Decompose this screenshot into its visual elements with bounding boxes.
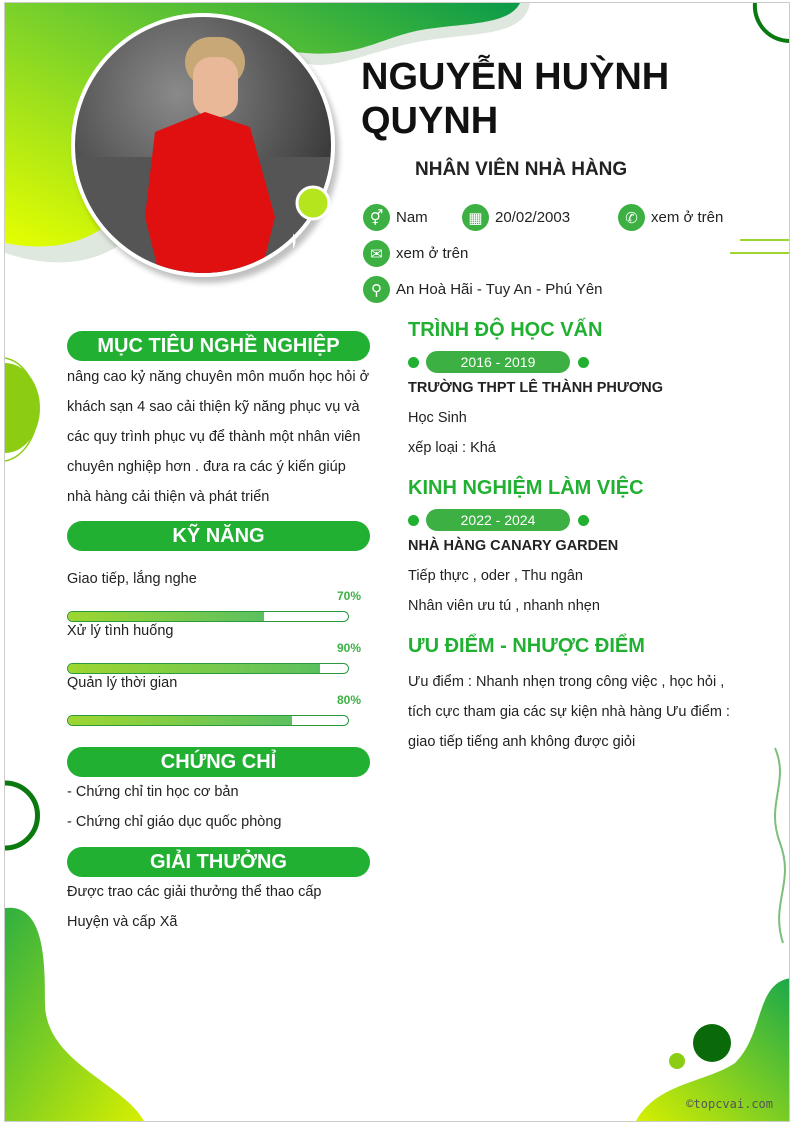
- skill-item: [67, 675, 361, 707]
- gender-icon: ⚥: [363, 204, 390, 231]
- education-heading: TRÌNH ĐỘ HỌC VẤN: [408, 319, 603, 341]
- skill-label: Quản lý thời gian: [67, 675, 178, 691]
- school-name: TRƯỜNG THPT LÊ THÀNH PHƯƠNG: [408, 380, 664, 396]
- experience-note: Nhân viên ưu tú , nhanh nhẹn: [408, 598, 600, 614]
- job-title: NHÂN VIÊN NHÀ HÀNG: [415, 159, 628, 180]
- certificate-item: - Chứng chỉ tin học cơ bản: [67, 784, 239, 800]
- skill-percent: 90%: [336, 641, 361, 655]
- strengths-heading: ƯU ĐIỂM - NHƯỢC ĐIỂM: [408, 635, 645, 657]
- email-value: xem ở trên: [396, 245, 469, 262]
- skills-heading: KỸ NĂNG: [67, 521, 370, 551]
- strengths-text: Ưu điểm : Nhanh nhẹn trong công việc , học hỏi , tích cực tham gia các sự kiện nhà hàng Ưu điểm : giao tiếp tiếng anh không được giỏi: [408, 674, 730, 750]
- education-period: [408, 351, 588, 373]
- period-pill: 2022 - 2024: [426, 509, 570, 531]
- skill-percent: 70%: [336, 589, 361, 603]
- skill-percent: 80%: [336, 693, 361, 707]
- experience-heading: KINH NGHIỆM LÀM VIỆC: [408, 477, 644, 499]
- skill-bar: [67, 715, 349, 726]
- gender-item: [363, 204, 428, 231]
- objective-heading: MỤC TIÊU NGHỀ NGHIỆP: [67, 331, 370, 361]
- email-item: [363, 240, 468, 267]
- full-name: [361, 55, 721, 143]
- skill-label: Xử lý tình huống: [67, 623, 174, 639]
- skill-bar-fill: [68, 716, 292, 725]
- skill-item: [67, 623, 361, 655]
- experience-duties: Tiếp thực , oder , Thu ngân: [408, 568, 583, 584]
- envelope-icon: ✉: [363, 240, 390, 267]
- calendar-icon: ▦: [462, 204, 489, 231]
- skill-bar-fill: [68, 664, 320, 673]
- watermark: ©topcvai.com: [686, 1097, 773, 1111]
- education-grade: xếp loại : Khá: [408, 440, 496, 456]
- gender-value: Nam: [396, 209, 428, 226]
- birthdate-value: 20/02/2003: [495, 209, 571, 226]
- name-line-2: QUYNH: [361, 100, 499, 142]
- education-role: Học Sinh: [408, 410, 467, 426]
- objective-text: nâng cao kỷ năng chuyên môn muốn học hỏi ở khách sạn 4 sao cải thiện kỹ năng phục vụ và các quy trình phục vụ để thành một nhân viên chuyên nghiệp hơn . đưa ra các ý kiến giúp nhà hàng cải thiện và phát triển: [67, 369, 370, 505]
- skill-bar: [67, 611, 349, 622]
- skill-bar: [67, 663, 349, 674]
- name-line-1: NGUYỄN HUỲNH: [361, 56, 670, 98]
- decorative-dots: [293, 185, 343, 255]
- address-item: [363, 276, 603, 303]
- company-name: NHÀ HÀNG CANARY GARDEN: [408, 538, 619, 554]
- location-pin-icon: ⚲: [363, 276, 390, 303]
- cv-page: [4, 2, 790, 1122]
- birthdate-item: [462, 204, 570, 231]
- certificate-item: - Chứng chỉ giáo dục quốc phòng: [67, 814, 282, 830]
- phone-item: [618, 204, 723, 231]
- experience-period: [408, 509, 588, 531]
- phone-value: xem ở trên: [651, 209, 724, 226]
- period-pill: 2016 - 2019: [426, 351, 570, 373]
- awards-heading: GIẢI THƯỞNG: [67, 847, 370, 877]
- skill-label: Giao tiếp, lắng nghe: [67, 571, 197, 587]
- skill-item: [67, 571, 361, 603]
- certificates-heading: CHỨNG CHỈ: [67, 747, 370, 777]
- phone-icon: ✆: [618, 204, 645, 231]
- awards-text: Được trao các giải thưởng thể thao cấp Huyện và cấp Xã: [67, 884, 322, 930]
- address-value: An Hoà Hãi - Tuy An - Phú Yên: [396, 281, 603, 298]
- skill-bar-fill: [68, 612, 264, 621]
